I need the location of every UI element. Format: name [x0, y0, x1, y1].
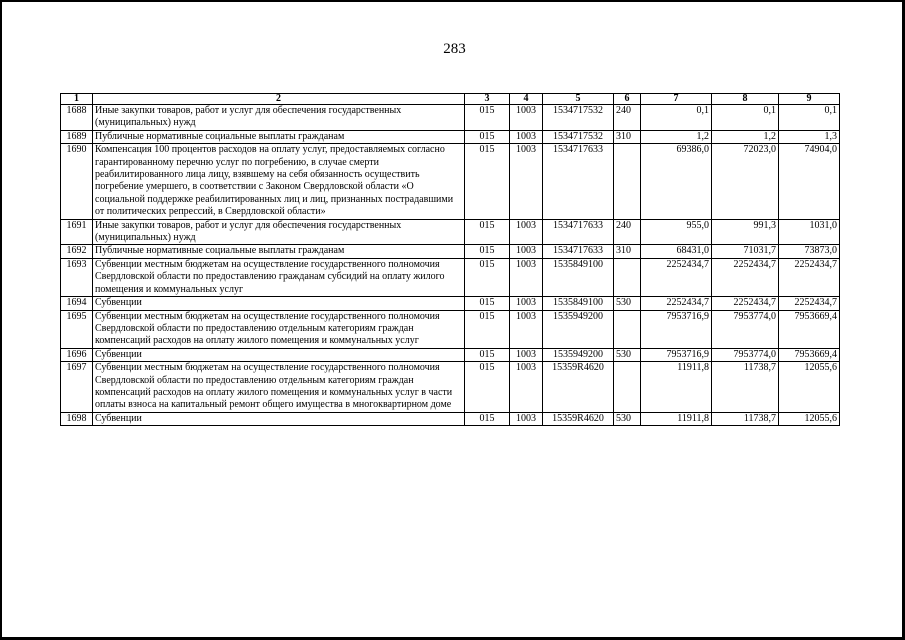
column-header: 8 — [712, 94, 779, 105]
row-description: Иные закупки товаров, работ и услуг для обеспечения государственных (муниципальных) нужд — [93, 219, 465, 245]
section-code: 1003 — [510, 362, 543, 413]
budget-table — [60, 93, 840, 426]
table-row — [61, 362, 840, 413]
amount-col9: 7953669,4 — [779, 310, 840, 348]
section-code: 1003 — [510, 144, 543, 219]
ministry-code: 015 — [465, 245, 510, 258]
ministry-code: 015 — [465, 219, 510, 245]
table-row — [61, 310, 840, 348]
table-row — [61, 144, 840, 219]
table-row — [61, 245, 840, 258]
expense-type-code: 530 — [614, 297, 641, 310]
amount-col8: 2252434,7 — [712, 258, 779, 296]
table-row — [61, 412, 840, 425]
row-description: Субвенции — [93, 412, 465, 425]
section-code: 1003 — [510, 297, 543, 310]
row-description: Субвенции местным бюджетам на осуществление государственного полномочия Свердловской области по предоставлению гражданам субсидий на оплату жилого помещения и коммунальных услуг — [93, 258, 465, 296]
amount-col7: 2252434,7 — [641, 258, 712, 296]
column-header: 9 — [779, 94, 840, 105]
amount-col7: 7953716,9 — [641, 310, 712, 348]
section-code: 1003 — [510, 310, 543, 348]
target-code: 1534717633 — [543, 144, 614, 219]
page-number: 283 — [443, 41, 466, 57]
amount-col9: 7953669,4 — [779, 348, 840, 361]
table-row — [61, 258, 840, 296]
amount-col7: 11911,8 — [641, 412, 712, 425]
amount-col9: 73873,0 — [779, 245, 840, 258]
ministry-code: 015 — [465, 105, 510, 131]
row-number: 1691 — [61, 219, 93, 245]
column-header: 4 — [510, 94, 543, 105]
target-code: 1535949200 — [543, 348, 614, 361]
row-number: 1692 — [61, 245, 93, 258]
row-description: Публичные нормативные социальные выплаты гражданам — [93, 130, 465, 143]
amount-col7: 68431,0 — [641, 245, 712, 258]
row-description: Субвенции местным бюджетам на осуществление государственного полномочия Свердловской области по предоставлению отдельным категориям граждан компенсаций расходов на оплату жилого помещения и коммунальных услуг в части оплаты взноса на капитальный ремонт общего имущества в многоквартирном доме — [93, 362, 465, 413]
ministry-code: 015 — [465, 144, 510, 219]
table-header-row — [61, 94, 840, 105]
ministry-code: 015 — [465, 310, 510, 348]
expense-type-code: 530 — [614, 412, 641, 425]
section-code: 1003 — [510, 219, 543, 245]
table-row — [61, 105, 840, 131]
target-code: 1535949200 — [543, 310, 614, 348]
row-number: 1698 — [61, 412, 93, 425]
target-code: 1534717633 — [543, 219, 614, 245]
table-row — [61, 297, 840, 310]
column-header: 5 — [543, 94, 614, 105]
amount-col8: 7953774,0 — [712, 310, 779, 348]
row-description: Субвенции местным бюджетам на осуществление государственного полномочия Свердловской области по предоставлению отдельным категориям граждан компенсаций расходов на оплату жилого помещения и коммунальных услуг — [93, 310, 465, 348]
table-row — [61, 219, 840, 245]
target-code: 15359R4620 — [543, 412, 614, 425]
ministry-code: 015 — [465, 130, 510, 143]
amount-col9: 2252434,7 — [779, 258, 840, 296]
expense-type-code — [614, 258, 641, 296]
amount-col7: 955,0 — [641, 219, 712, 245]
target-code: 1535849100 — [543, 297, 614, 310]
row-number: 1695 — [61, 310, 93, 348]
amount-col8: 2252434,7 — [712, 297, 779, 310]
row-number: 1690 — [61, 144, 93, 219]
amount-col8: 0,1 — [712, 105, 779, 131]
amount-col8: 991,3 — [712, 219, 779, 245]
target-code: 1535849100 — [543, 258, 614, 296]
amount-col9: 12055,6 — [779, 412, 840, 425]
section-code: 1003 — [510, 348, 543, 361]
amount-col9: 74904,0 — [779, 144, 840, 219]
row-number: 1688 — [61, 105, 93, 131]
amount-col7: 69386,0 — [641, 144, 712, 219]
row-number: 1693 — [61, 258, 93, 296]
ministry-code: 015 — [465, 297, 510, 310]
amount-col7: 7953716,9 — [641, 348, 712, 361]
expense-type-code: 240 — [614, 219, 641, 245]
column-header: 2 — [93, 94, 465, 105]
row-description: Иные закупки товаров, работ и услуг для обеспечения государственных (муниципальных) нужд — [93, 105, 465, 131]
column-header: 6 — [614, 94, 641, 105]
amount-col8: 72023,0 — [712, 144, 779, 219]
table-row — [61, 130, 840, 143]
amount-col8: 11738,7 — [712, 362, 779, 413]
amount-col9: 1,3 — [779, 130, 840, 143]
column-header: 3 — [465, 94, 510, 105]
row-description: Субвенции — [93, 348, 465, 361]
table-row — [61, 348, 840, 361]
ministry-code: 015 — [465, 362, 510, 413]
target-code: 1534717633 — [543, 245, 614, 258]
expense-type-code: 310 — [614, 245, 641, 258]
row-number: 1694 — [61, 297, 93, 310]
row-number: 1689 — [61, 130, 93, 143]
ministry-code: 015 — [465, 258, 510, 296]
section-code: 1003 — [510, 105, 543, 131]
section-code: 1003 — [510, 130, 543, 143]
row-description: Компенсация 100 процентов расходов на оплату услуг, предоставляемых согласно гарантированному перечню услуг по погребению, в случае смерти реабилитированного лица лицу, взявшему на себя обязанность осуществить погребение умершего, в соответствии с Законом Свердловской области «О социальной поддержке реабилитированных лиц и лиц, признанных пострадавшими от политических репрессий, в Свердловской области» — [93, 144, 465, 219]
amount-col8: 1,2 — [712, 130, 779, 143]
expense-type-code: 530 — [614, 348, 641, 361]
amount-col8: 71031,7 — [712, 245, 779, 258]
ministry-code: 015 — [465, 412, 510, 425]
target-code: 15359R4620 — [543, 362, 614, 413]
expense-type-code: 310 — [614, 130, 641, 143]
expense-type-code — [614, 362, 641, 413]
section-code: 1003 — [510, 258, 543, 296]
amount-col9: 12055,6 — [779, 362, 840, 413]
target-code: 1534717532 — [543, 130, 614, 143]
amount-col7: 11911,8 — [641, 362, 712, 413]
amount-col9: 0,1 — [779, 105, 840, 131]
expense-type-code: 240 — [614, 105, 641, 131]
amount-col7: 1,2 — [641, 130, 712, 143]
expense-type-code — [614, 144, 641, 219]
row-number: 1697 — [61, 362, 93, 413]
table-body — [61, 105, 840, 426]
amount-col9: 2252434,7 — [779, 297, 840, 310]
expense-type-code — [614, 310, 641, 348]
section-code: 1003 — [510, 412, 543, 425]
amount-col8: 11738,7 — [712, 412, 779, 425]
row-number: 1696 — [61, 348, 93, 361]
amount-col7: 2252434,7 — [641, 297, 712, 310]
target-code: 1534717532 — [543, 105, 614, 131]
ministry-code: 015 — [465, 348, 510, 361]
column-header: 7 — [641, 94, 712, 105]
amount-col9: 1031,0 — [779, 219, 840, 245]
amount-col8: 7953774,0 — [712, 348, 779, 361]
section-code: 1003 — [510, 245, 543, 258]
amount-col7: 0,1 — [641, 105, 712, 131]
row-description: Субвенции — [93, 297, 465, 310]
row-description: Публичные нормативные социальные выплаты гражданам — [93, 245, 465, 258]
column-header: 1 — [61, 94, 93, 105]
